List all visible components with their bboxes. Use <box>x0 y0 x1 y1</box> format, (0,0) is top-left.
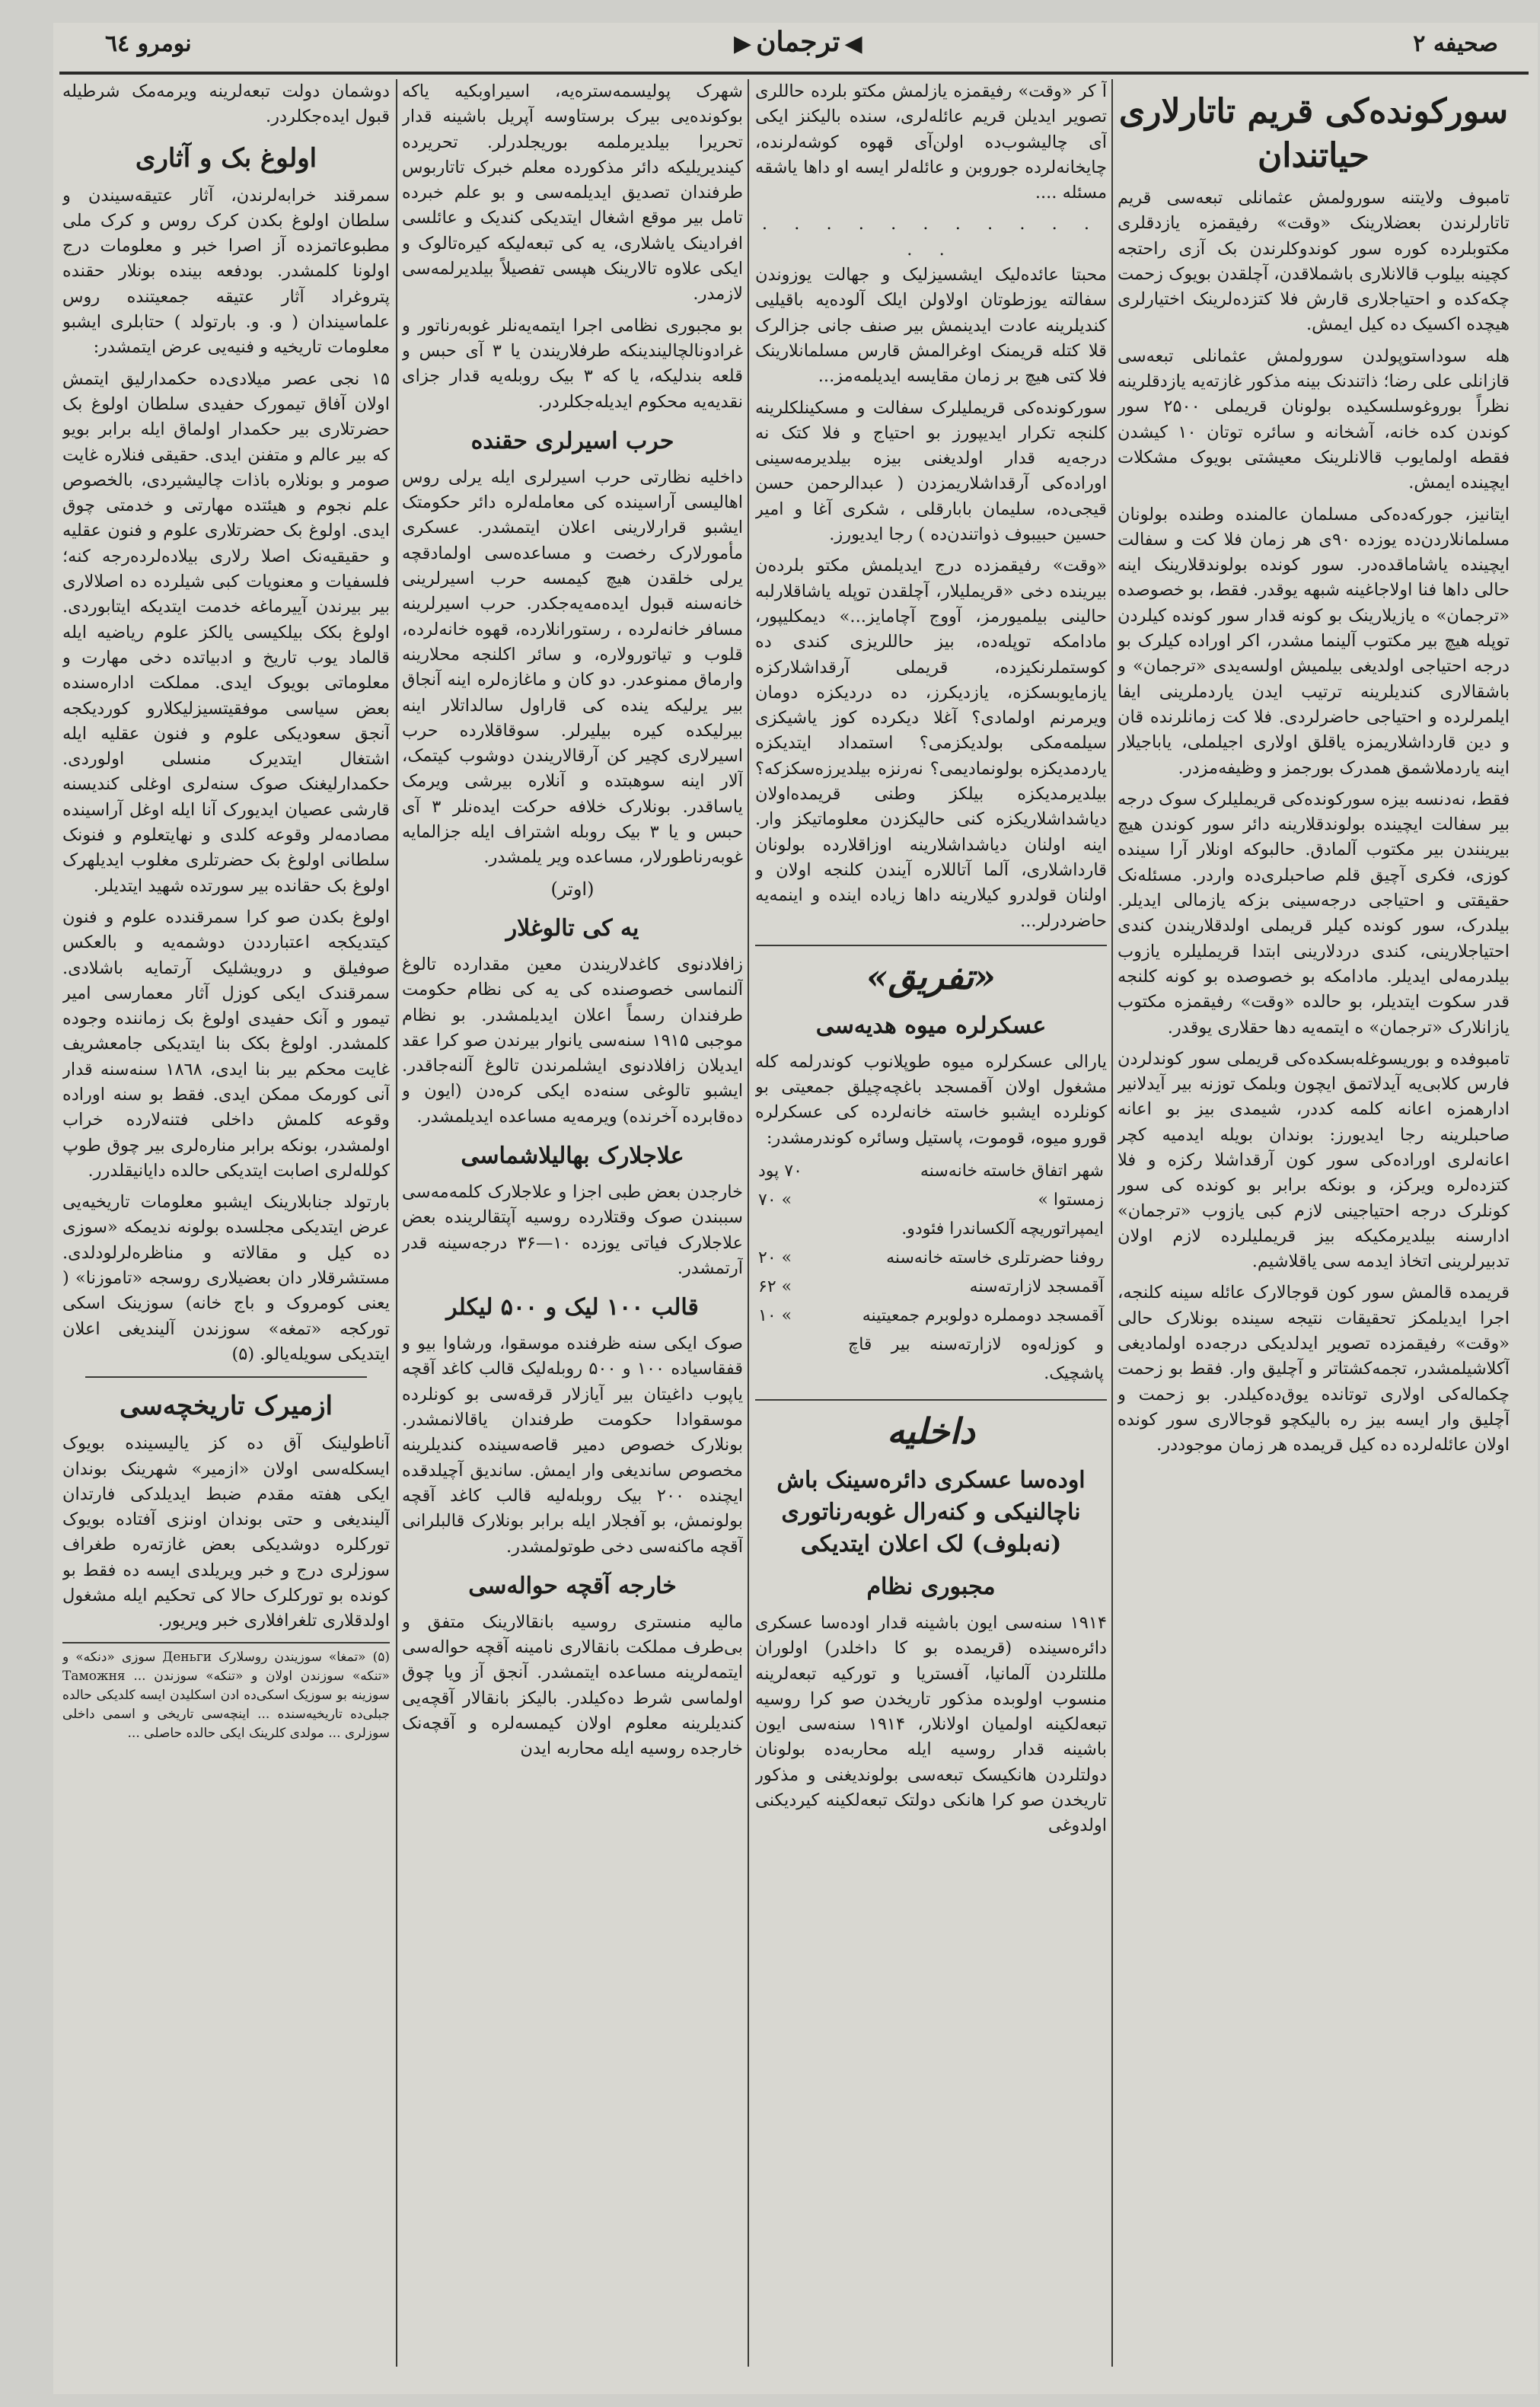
article-heading: عسکرلره میوه هدیه‌سی <box>815 1012 1047 1039</box>
paragraph: محبتا عائده‌لیک ایشسیزلیک و جهالت یوزوندن سفالته یوزطوتان اولاولن ایلک آلوده‌یه باقیلیی کندیلرینه عادت ایدینمش بیر صنف جانی جزالرک قلا کتله قریمنک اوغرالمش قارس مسلمانلارینک فلا کتی هیچ بر زمان مقایسه ایدیلمه‌مز... <box>755 265 1107 387</box>
paragraph: آ کر «وقت» رفیقمزه یازلمش مکتو بلرده حاللری تصویر ایدیلن قریم عائله‌لری، سنده بالیکنز ایکی آی چالیشوب‌ده اولن‌آی قهوه کوشه‌لرنده، چایخانه‌لرده جوروبن و عائله‌لر ایسه او داها یاشقه مسئله .... <box>755 81 1107 203</box>
article-heading: قالب ۱۰۰ لیک و ۵۰۰ لیکلر <box>446 1294 699 1321</box>
paragraph: سورکونده‌کی قریملیلرک سفالت و مسکینلکلرینه کلنجه تکرار ایدیپورز بو احتیاج و فلا کتک نه درجه‌یه قدار اولدیغنی بیزه بیلدیرمه‌سینی اوراده‌کی آرقداشلاریمزدن ( عبدالرحمن حسن قیجی‌ده، سلیمان بابارقلی ، شکری آغا و امیر حسین حبیبوف ذواتندن‌ده ) رجا ایدیورز. <box>755 397 1107 545</box>
column-4 <box>62 79 390 2378</box>
paragraph: ایتانیز، جورکه‌ده‌کی مسلمان عالمنده وطنده بولونان مسلمانلاردن‌ده یوزده ۹۰ی هر زمان فلا کت و سفالت ایچینده یاشاماقده‌در. سور کونده بولوندقلارینک اینه حالی داها فنا اولاجاغینه شبهه یوقدر. فقط، بو خصوصده «ترجمان» ه یازیلارینک بو کونه قدار سور کونده کیلردن توپله هیچ بیر مکتوب آلینما مشدر، اکر اوراده کیلرک بو درجه احتیاجی اولدیغی بیلمیش اولسه‌یدی «ترجمان» و باشقالاری کندیلرینه ترتیب ایدن یاردملرینی ایفا ایلمرلرده و احتیاجی حاضرلردی. فلا کت زمانلرنده قان و دین قارداشلاریمزه یاقلق اولاری اجیلملی، یاباجیلار اینه یاردملاشمق همدرک بورجمز و وظیفه‌مزدر. <box>1118 504 1510 778</box>
paragraph: بو مجبوری نظامی اجرا ایتمه‌یه‌نلر غوبه‌رناتور و غرادونالچالیندینکه طرفلاریندن یا ۳ آی حبس و قلعه بندلیکه، یا که ۳ بیک روبله‌یه قدار جزای نقدیه‌یه محکوم ایدیله‌جکلردر. <box>402 315 743 412</box>
paragraph: داخلیه نظارتی حرب اسیرلری ایله یرلی روس اهالیسی آراسینده کی معامله‌لره دائر حکومتک ایشبو قرارلارینی اعلان ایتمشدر. عسکری مأمورلارک رخصت و مساعده‌سی اولمادقچه یرلی خلقدن هیچ کیمسه حرب اسیرلرینی خانه‌سنه قبول ایده‌مه‌یه‌جکدر. حرب اسیرلرینه مسافر خانه‌لرده ، رستورانلارده، قهوه خانه‌لرده، قلوب و تیاتورولاره، و سائر اکلنجه محلارینه وارماق ممنوعدر. دو کان و ماغازه‌لره اینه آنجاق بیر یرلیکه ینده کی قاراول سالداتلار اینه بیرلیکده کیره بیلیرلر. سوقاقلارده حرب اسیرلاری کچیر کن آرقالاریندن دوشوب کیتمک، آلار اینه سوهبتده و آنلاره بیرشی ویرمک یاساقدر. بونلارک خلافه حرکت ایده‌نلر ۳ آی حبس و یا ۳ بیک روبله اشتراف ایله جزالمایه غوبه‌رناطورلار، مساعده ویر یلمشدر. <box>402 467 743 868</box>
paragraph: هله سوداستوپولدن سورولمش عثمانلی تبعه‌سی قازانلی علی رضا؛ ذاتندنک بینه مذکور غازته‌یه یازدقلرینه نظراً بوروغوسلسکیده بولونان قریملی ۲۵۰۰ سور کوندن کده خانه، آشخانه و سائره توتان ۱۰ کیشدن فقطه اولمایوب قالانلرینک معیشتی بویوک مشکلات ایچینده ایمش. <box>1118 346 1510 493</box>
table-row <box>755 1186 1107 1215</box>
table-cell-label: آقمسجد لازارته‌سنه <box>969 1277 1104 1296</box>
paragraph: «وقت» رفیقمزده درج ایدیلمش مکتو بلرده‌ن بیرینده دخی «قریملیلار، آچلقدن توپله یاشاقلارلبه حالینی بیلمیورمز، آووج آچامایز...» دیمکلیپور، مادامکه توپله‌ده، بیز حاللریزی کندی ده کوستملرنکیزده، قریملی آرقداشلارکزه یازمایوبسکزه، یازدیکرز، ده دردیکزه دومان ویرمرنم اولمادی؟ آغلا دیکرده کوز یاشیکزی سیلمه‌مکی بولدیکزمی؟ استمداد ایتدیکزه یاردمدیکزه بولونمادیمی؟ نه‌رنزه بیلدیرزه‌سکزکه؟ بیلدیرمدیکزه بیلکز وطنی قریمده‌اولان دیاشداشلاریکزه کنی حالیکزدن معلوماتیکز وار. اینه اولنان دیاشداشلارینه اوزاقلارده بولونان قارداشلاری، آلما آتاللاره آیندن کلنجه اولان و اولنان قولدرو کیلارینه داها زیاده اینده و اینمه‌یه حاضردرلر... <box>755 556 1107 931</box>
article-heading: یه کی تالوغلار <box>505 914 639 942</box>
paragraph: اولوغ بکدن صو کرا سمرقندده علوم و فنون کیتدیکجه اعتبارددن دوشمه‌یه و بالعکس صوفیلق و درویشلیک آرتمایه باشلادی. سمرقندک ایکی کوزل آثار معمارسی امیر تیمور و آنک حفیدی اولوغ بک زماننده وجوده کلمشدر. اولوغ بکک بنا ایتدیکی جامعشریف غایت محکم بیر بنا ایدی، ۱۸٦۸ سنه‌سنه قدار آنی کورمک ممکن ایدی. فقط بو سنه اوراده وقوعه کلمش داخلی فتنه‌لارده خراب اولمشدر، بونکه برابر مناره‌لری بیر چوق طوپ کولله‌لری اصابت ایتدیکی حالده دایانیقلدرر. <box>62 907 390 1181</box>
article-heading: اوده‌سا عسکری دائره‌سینک باش ناچالنیکی و کنه‌رال غوبه‌رناتوری (نه‌بلوف) لک اعلان ایتدیکی <box>776 1466 1086 1557</box>
table-cell-value <box>755 1215 845 1244</box>
paragraph: مالیه منستری روسیه بانقالارینک متفق و بی‌طرف مملکت بانقالاری نامینه آقچه حواله‌سی ایتمه‌لرینه مساعده ایتمشدر. آنجق آز ویا چوق اولماسی شرط ده‌کیلدر. بالیکز بانقالار آقچه‌یی کندیلرینه معلوم اولان کیمسه‌لره و آقچه‌نک خارجده روسیه ایله محاربه ایدن <box>402 1612 743 1759</box>
paragraph: دوشمان دولت تبعه‌لرینه ویرمه‌مک شرطیله قبول ایده‌جکلردر. <box>62 81 390 127</box>
table-row <box>755 1331 1107 1388</box>
footnote: (۵) «تمغا» سوزیندن روسلارک Деньги سوزی «دنکه» و «تنکه» سوزندن اولان و «تنکه» سوزندن ... Таможня سوزینه بو سوزیک اسکی‌ده ادن اسکلیدن ایسه کلدیکی حالده جبلی‌ده تاریخیه‌سنده ... اینچه‌سی تاریخی و اسمی داخلی سوزلری ... مولدی کلرینک ایکی حالده حاصلی ... <box>62 1642 390 1743</box>
paragraph: صوک ایکی سنه ظرفنده موسقوا، ورشاوا بیو و قفقاسیاده ۱۰۰ و ۵۰۰ روبله‌لیک قالب کاغد آقچه یاپوب داغیتان بیر آیازلار قرقه‌سی بو کونلرده موسقوادا حکومت طرفندان یاقالانمشدر. بونلارک خصوص دمیر قاصه‌سینده کندیلرینه مخصوص ساندیغی وار ایمش. ساندیق آچیلدقده ایچنده ۲۰۰ بیک روبله‌لیه قالب کاغد آقچه بولونمش، بو آفجلار ایله برابر بونلارک قالبلرانی آقچه ماکنه‌سی دخی طوتولمشدر. <box>402 1334 743 1557</box>
article-signature: (اوتر) <box>550 878 595 900</box>
paragraph: تامبوفده و بوریسوغله‌بسکده‌کی قریملی سور کوندلردن فارس کلابی‌یه آیدلاتمق ایچون وبلمک توزنه بیر آیدلانیر ادارهمزه اعانه کلمه کددر، شیمدی بیز بو اعانه صاحبلرینه رجا ایدیورز: بوندان بویله ایدمیه کچر اعانه‌لری اوراده‌کی سور کون آرقداشلا رکزه و فلا کتزده‌لره ویرکز، و بونکه برابر بو کونده کی سور کونلرک درجه احتیاجینی لازم کبی یازوب «ترجمان» ادارسنه بیلدیرمکیکه بیز قریملیلرده لازم اولان تدبیرلرینی اتخاذ ایدمه سی یاقلاشیم. <box>1118 1048 1510 1272</box>
paragraph: بارتولد جنابلارینک ایشبو معلومات تاریخیه‌یی عرض ایتدیکی مجلسده بولونه ندیمکه «سوزی ده کیل و مقالاته و مناظره‌لرلودلدی. مستشرقلار دان بعضیلاری روسجه «تاموزنا» ( یعنی کومروک و باج خانه) سوزینک اسکی تورکجه «تمغه» سوزندن آلیندیغی اعلان ایتدیکی سویله‌یالو. (۵) <box>62 1192 390 1364</box>
column-3 <box>402 79 743 2378</box>
table-cell-value: » ۷۰ <box>758 1190 792 1210</box>
paragraph: خارجدن بعض طبی اجزا و علاجلارک کلمه‌مه‌سی سببندن صوک وقتلارده روسیه آپتقالرینده بعض علاجلارک فیاتی یوزده ۱۰—۳۶ درجه‌سینه قدر آرتمشدر. <box>402 1181 743 1278</box>
table-row <box>755 1273 1107 1302</box>
column-rule <box>1111 79 1113 2367</box>
table-cell-label: شهر اتفاق خاسته خانه‌سنه <box>920 1161 1104 1181</box>
left-ornament-icon: ◀ <box>844 30 862 57</box>
table-cell-value <box>755 1331 845 1388</box>
paragraph: یارالی عسکرلره میوه طوپلانوب کوندرلمه کله مشغول اولان آقمسجد باغچه‌چیلق جمعیتی بو کونلرده ایشبو خاسته خانه‌لرده کی عسکرلره قورو میوه، قوموت، پاستیل وسائره کوندرمشدر: <box>755 1051 1107 1148</box>
ellipsis-line: . . . . . . . . . . . . . <box>761 214 1101 260</box>
section-heading-tafriq: «تفریق» <box>755 945 1107 999</box>
paragraph: زافلادنوی کاغدلاریندن معین مقدارده تالوغ آلنماسی خصوصنده کی یه کی نظام حکومت طرفندان رسماً اعلان ایدیلمشدر. بو نظام موجبی ۱۹۱۵ سنه‌سی یانوار بیرندن صو کرا عقد ایدیلان زافلادنوی ایشلمرندن تالوغ آلنه‌جاقدر. ایشبو تالوغی سنه‌ده ایکی کره‌دن (ایون و ده‌قابرده آخرنده) ویرمه‌یه مساعده ایدیلمشدر. <box>402 954 743 1127</box>
table-cell-value: » ۱۰ <box>758 1306 792 1325</box>
column-rule <box>748 79 749 2367</box>
paragraph: تامبوف ولایتنه سورولمش عثمانلی تبعه‌سی قریم تاتارلرندن بعضلارینک «وقت» رفیقمزه یازدقلری مکتوبلرده کوره سور کوندوکلرندن بک آزی راحتجه کچینه بیلوب قالانلاری باشملاقدن، آچلقدن بویوک زحمت چکه‌کده و احتیاجلاری قارش فلا کتزده‌لرینک اختیارلری هیچده اکسیک ده کیل ایمش. <box>1118 188 1510 335</box>
paragraph: آناطولینک آق ده کز یالیسینده بویوک ایسکله‌سی اولان «ازمیر» شهرینک بوندان ایکی هفته مقدم ضبط ایدیلدکی فارتدان آلیندیغی و حتی بوندان اونزی آفتاده بویوک تورکلره دوشدیکی بعض غازته‌ره طغراف سوزلری درج و خبر ویریلدی ایسه ده فقط بو کونده بو تورکلرک حالا کی تحکیم ایله مشغول اولدقلاری تلغرافلاری خبر ویریور. <box>62 1433 390 1631</box>
table-cell-label: و کوزله‌وه لازارته‌سنه بیر قاچ پاشچیک. <box>848 1334 1104 1383</box>
paragraph: سمرقند خرابه‌لرندن، آثار عتیقه‌سیندن و سلطان اولوغ بکدن کرک روس و کرک ملی مطبوعاتمزده آز اصرا خبر و معلومات درج اولونا کلمشدر. بودفعه بینده بونلار حقنده پتروغراد آثار عتیقه جمعیتنده روس علماسیندان ( و. و. بارتولد ) حتابلری ایشبو معلومات تاریخیه و فنیه‌یی عرض ایتمشدر: <box>62 185 390 358</box>
donation-table <box>755 1157 1107 1388</box>
page-number: صحیفه ۲ <box>1413 30 1498 57</box>
paragraph: قریمده قالمش سور کون قوجالارک عائله سینه کلنجه، اجرا ایدیلمکز تحقیقات نتیجه سینده بونلارک حالی «وقت» رفیقمزده تصویر ایدلدیکی درجه‌ده اولمادیغی آکلاشیلمشدر، تجمه‌کشتاتر و آچلیق وار. فقط بو زحمت چکماله‌کی اولاری توتانده یوق‌ده‌کیلدر. بو زحمت و آچلیق وار ایسه بیز ره بالیکچو قوجالاری سور کونده اولان عائله‌لرده ده کیل قریمده هر زمان موجوددر. <box>1118 1283 1510 1455</box>
table-row <box>755 1244 1107 1273</box>
article-heading: علاجلارک بهالیلاشماسی <box>461 1142 684 1169</box>
table-row <box>755 1157 1107 1186</box>
article-subheading: مجبوری نظام <box>866 1573 996 1600</box>
column-1 <box>1118 79 1510 2378</box>
paragraph: ۱۵ نجی عصر میلادی‌ده حکمدارلیق ایتمش اولان آفاق تیمورک حفیدی سلطان اولوغ بک حضرتلاری بیر حکمدار اولماق ایله برابر بویو که بیر عالم و متفنن ایدی. حقیقی فنلاره غایت صومر و بونلاره باذات چالیشیردی، بالخصوص علم نجوم و هیئتده مهارتی و خدمتی چوق ایدی. اولوغ بک حضرتلاری علوم و فنون عقلیه و حقیقیه‌نک اصلا رلاری بیلاده‌لرده‌رجه کنه؛ فلسفیات و معنویات کبی شیلرده ده اصلالاری بیر بیرندن آییرماغه خدمت ایتدیکه ایتابوردی. اولوغ بکک بیلکیسی یالکز علوم ریاضیه ایله قالماد یوب تاریخ و ادبیاتده دخی مهارت و معلوماتی بویوک ایدی. مملکت اداره‌سنده بعض سیاسی موفقیتسیزلیکلارو کوردیکجه آنجق سعودیکی علوم و فنون عقلیه ایله اشتغال ایتدیرک منسلی اولوردی. حکمدارلیغنک صوک سنه‌لری اوغلی کندیسنه قارشی عصیان ایدیورک آنا ایله اوغل آراسینده مصادمه‌لر وقوعه کلدی و نهایتعلوم و فنونک سلطانی اولوغ بک حضرتلری مغلوب ایدیلهرک اولوغ بک حقانده بیر سورتده شهید ایتدیلر. <box>62 368 390 896</box>
issue-number: نومرو ٦٤ <box>105 30 192 57</box>
table-cell-value: » ۲۰ <box>758 1248 792 1267</box>
paragraph: ۱۹۱۴ سنه‌سی ایون باشینه قدار اوده‌سا عسکری دائره‌سینده (قریمده بو کا داخلدر) اولوران مللتلردن آلمانیا، آفستریا و تورکیه تبعه‌لرینه منسوب اولوبده مذکور تاریخدن صو کرا روسیه تبعه‌لکینه اولمیان اولانلار، ۱۹۱۴ سنه‌سی ایون باشینه قدار روسیه ایله محاربه‌ده بولونان دولتلردن هانکیسک تبعه‌سی بولوندیغنی و مذکور تاریخدن صو کرا هانکی دولتک تبعه‌لکینه کیردیکنی اولدوغی <box>755 1612 1107 1836</box>
table-cell-value: ۷۰ پود <box>758 1161 802 1181</box>
column-rule <box>396 79 397 2367</box>
table-cell-value: » ۶۲ <box>758 1277 792 1296</box>
right-ornament-icon: ▶ <box>734 30 752 57</box>
article-heading: حرب اسیرلری حقنده <box>470 427 674 454</box>
column-2 <box>755 79 1107 2378</box>
table-cell-label: زمستوا » <box>1038 1190 1104 1210</box>
newspaper-title <box>729 26 867 58</box>
article-heading: ازمیرک تاریخچه‌سی <box>119 1391 333 1422</box>
masthead <box>59 26 1529 75</box>
table-cell-label: روفنا حضرتلری خاسته خانه‌سنه <box>886 1248 1104 1267</box>
section-heading-dahiliye: داخلیه <box>755 1399 1107 1454</box>
table-row <box>755 1215 1107 1244</box>
table-row <box>755 1302 1107 1331</box>
section-divider <box>85 1376 367 1378</box>
table-cell-label: ایمپراتوریچه آلکساندرا فئودو. <box>901 1219 1104 1239</box>
article-heading: اولوغ بک و آثاری <box>135 142 317 174</box>
title-text: ترجمان <box>756 26 840 58</box>
paragraph: شهرک پولیسمه‌ستره‌یه، اسیراوبکیه یاکه بوکونده‌یی بیرک برستاوسه آپریل باشینه قدار تحریرا بیلدیرملمه بوریجلدرلر. تحریرده کیندیریلیکه دائر مذکورده معلم خبرک تاتاربوس طرفندان تصدیق ایدیلمه‌سی و بو علم خبرده تامل بیر موقع اشغال ایتدیکی کندیک و عائلسی افرادینک یاشلاری، یه کی تبعه‌لیکه کیره‌تالوک و ایکی علاوه تالارینک هپسی تفصیلاً بیلدیرلمه‌سی لازمدر. <box>402 81 743 304</box>
paragraph: فقط، نه‌دنسه بیزه سورکونده‌کی قریملیلرک سوک درجه بیر سفالت ایچینده بولوندقلارینه دائر سور کوندن هیچ بیرینندن بیر مکتوب آلمادق. حالبوکه اونلار آرا سینده کوزی، فکری آچیق قلم صاحبلری‌ده واردر. مسئله‌نک حقیقتی و احتیاجی درجه‌سینی بزکه یازمالی ایدیلر. بیلدرک، سور کونده کیلر قریملی اولدقلاریندن کندی احتیاجلارینی، کندی دردلارینی ابتدا قریملیلره یازوب بیلدرمه‌لی ایدیلر. مادامکه بو خصوصده بو کونه کلنجه قدر سکوت ایتدیلر، بو حالده «وقت» رفیقمزه مکتوب یازانلارک «ترجمان» ه ایتمه‌یه دها حقلاری یوقدر. <box>1118 789 1510 1038</box>
article-heading: خارجه آقچه حواله‌سی <box>468 1572 677 1599</box>
table-cell-label: آقمسجد دومملره دولوبرم جمعیتینه <box>862 1306 1104 1325</box>
article-heading: سورکونده‌کی قریم تاتارلاری حیاتندان <box>1118 92 1509 175</box>
